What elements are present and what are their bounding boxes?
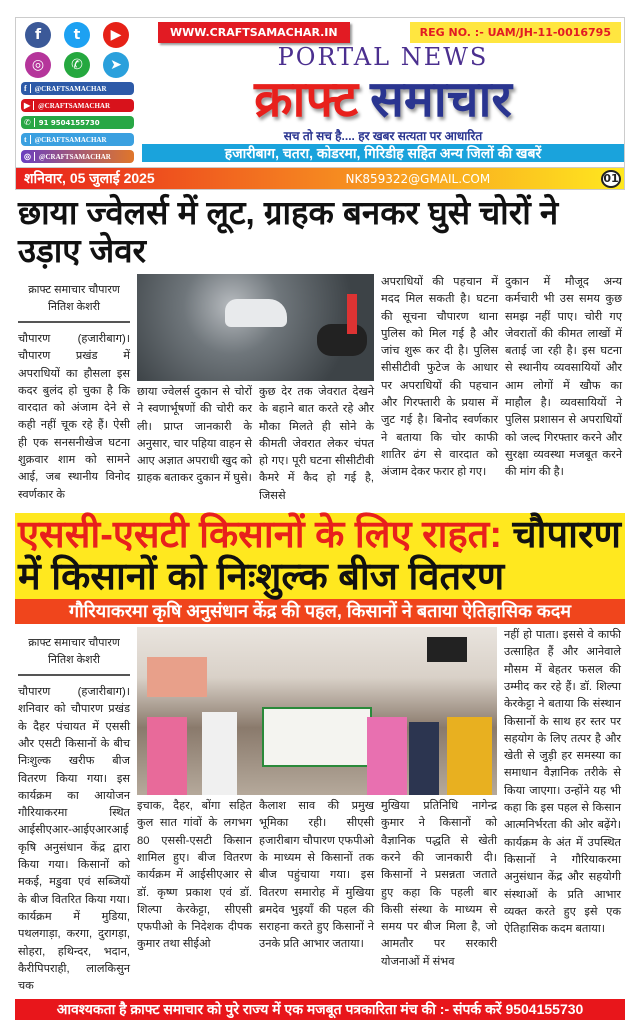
whatsapp-handle[interactable] bbox=[21, 116, 134, 129]
article1-byline bbox=[18, 274, 130, 323]
article2-col1: चौपारण (हजारीबाग)। शनिवार को चौपारण प्रखंड के दैहर पंचायत में एससी और एसटी किसानों के बीच निःशुल्क खरीफ बीज वितरण किया गया। इस कार्यक्रम का आयोजन गौरियाकरमा स्थित आईसीएआर-आईएआरआई कृषि अनुसंधान केंद्र द्वारा किया गया। किसानों को मकई, मडुवा एवं सब्जियों के बीज वितरित किया गया। कार्यक्रम में मुडिया, पथलगाड़ा, करगा, दुरागड़ा, सोहरा, हथिन्दर, भदान, कैरीपिपराही, लालकिसुन चक bbox=[18, 686, 130, 993]
person-shape bbox=[447, 717, 492, 795]
article2-headline-line2: में किसानों को निःशुल्क बीज वितरण bbox=[18, 556, 505, 599]
article1-col4: अपराधियों की पहचान में मदद मिल सकती है। घटना की सूचना चौपारण थाना पुलिस को मिल गई है और जांच शुरू कर दी है। पुलिस सीसीटीवी फुटेज के आधार पर अपराधियों की पहचान और गिरफ्तारी के प्रयास में जुट गई है। बिनोद स्वर्णकार ने बताया कि चोर काफी शातिर ढंग से वारदात को अंजाम देकर फरार हो गए। bbox=[381, 276, 498, 479]
article2-col4: मुखिया प्रतिनिधि नागेन्द्र कुमार ने किसानों को वैज्ञानिक पद्धति से खेती करने की जानकारी दी। किसानों ने प्रसन्नता जताते हुए कहा कि पहली बार किसी संस्था के माध्यम से समय पर बीज मिला है, जो आमतौर पर सरकारी योजनाओं में संभव bbox=[381, 800, 497, 968]
whatsapp-icon[interactable]: ✆ bbox=[64, 52, 90, 78]
car-shape bbox=[225, 299, 287, 327]
article1-col5: दुकान में मौजूद अन्य कर्मचारी भी उस समय कुछ समझ नहीं पाए। चोरी गए जेवरातों की कीमत लाखों में बताई जा रही है। इस घटना से स्थानीय व्यवसायियों और आम लोगों में खौफ का माहौल है। व्यवसायियों ने पुलिस प्रशासन से अपराधियों को जल्द गिरफ्तार करने और सुरक्षा व्यवस्था मजबूत करने की मांग की है। bbox=[505, 276, 622, 479]
article1-left bbox=[18, 274, 130, 505]
article2-col3: कैलाश साव की प्रमुख भूमिका रही। सीएसी हजारीबाग चौपारण एफपीओ के माध्यम से किसानों तक बीज पहुंचाया गया। इस वितरण समारोह में मुखिया ब्रमदेव भुइयाँ की पहल की सराहना करते हुए किसानों ने उनके प्रति आभार जताया। bbox=[259, 800, 374, 951]
page-number: 01 bbox=[601, 170, 621, 188]
article2-subhead: गौरियाकरमा कृषि अनुसंधान केंद्र की पहल, किसानों ने बताया ऐतिहासिक कदम bbox=[15, 599, 625, 624]
handle-text: @CRAFTSAMACHAR bbox=[34, 135, 107, 144]
regions-band: हजारीबाग, चतरा, कोडरमा, गिरिडीह सहित अन्य जिलों की खबरें bbox=[142, 144, 624, 162]
byline-source: क्राफ्ट समाचार चौपारण bbox=[28, 284, 120, 296]
email-address[interactable]: NK859322@GMAIL.COM bbox=[345, 171, 491, 186]
registration-number: REG NO. :- UAM/JH-11-0016795 bbox=[410, 22, 621, 43]
article2-col5: नहीं हो पाता। इससे वे काफी उत्साहित हैं और आनेवाले मौसम में बेहतर फसल की उम्मीद कर रहे हैं। डॉ. शिल्पा केरकेट्टा ने बताया कि संस्थान किसानों के साथ हर स्तर पर सहयोग के लिए तत्पर है और खेती से जुड़ी हर समस्या का समाधान वैज्ञानिक तरीके से किया जाएगा। उन्होंने यह भी कहा कि इस पहल से किसान आत्मनिर्भरता की ओर बढ़ेंगे। कार्यक्रम के अंत में उपस्थित किसानों ने गौरियाकरमा अनुसंधान केंद्र और सहयोगी संस्थाओं के प्रति आभार व्यक्त करते हुए इसे एक ऐतिहासिक कदम बताया। bbox=[504, 629, 621, 936]
tagline: सच तो सच है.... हर खबर सत्यता पर आधारित bbox=[283, 129, 483, 143]
telegram-icon[interactable]: ➤ bbox=[103, 52, 129, 78]
date-bar bbox=[15, 168, 625, 190]
person-shape bbox=[147, 717, 187, 795]
person-shape bbox=[409, 722, 439, 795]
facebook-icon: f bbox=[24, 84, 31, 93]
tv-shape bbox=[427, 637, 467, 662]
twitter-icon[interactable]: t bbox=[64, 22, 90, 48]
facebook-icon[interactable]: f bbox=[25, 22, 51, 48]
article1-col3: कुछ देर तक जेवरात देखने के बहाने बात करते रहे और मौका मिलते ही सोने के कीमती जेवरात लेकर चंपत हो गए। पूरी घटना सीसीटीवी कैमरे में कैद हो गई है, जिससे bbox=[259, 386, 374, 502]
brand-name bbox=[142, 71, 624, 127]
article2-left bbox=[18, 627, 130, 995]
facebook-handle[interactable] bbox=[21, 82, 134, 95]
person-shape bbox=[202, 712, 237, 795]
youtube-icon: ▶ bbox=[24, 101, 34, 110]
social-column bbox=[16, 18, 142, 167]
headline-black-part: चौपारण bbox=[512, 514, 621, 557]
curtain-shape bbox=[147, 657, 207, 697]
footer-banner: आवश्यकता है क्राफ्ट समाचार को पुरे राज्य में एक मजबूत पत्रकारिता मंच की :- संपर्क करें 9504155730 bbox=[15, 999, 625, 1020]
twitter-icon: t bbox=[24, 135, 31, 144]
website-link[interactable]: WWW.CRAFTSAMACHAR.IN bbox=[158, 22, 350, 43]
byline-author: नितिश केशरी bbox=[48, 654, 100, 667]
twitter-handle[interactable] bbox=[21, 133, 134, 146]
instagram-icon: ◎ bbox=[24, 152, 35, 161]
instagram-handle[interactable] bbox=[21, 150, 134, 163]
banner-shape bbox=[262, 707, 372, 767]
person-shape bbox=[367, 717, 407, 795]
handle-text: @CRAFTSAMACHAR bbox=[38, 101, 110, 110]
whatsapp-icon: ✆ bbox=[24, 118, 35, 127]
byline-author: नितिश केशरी bbox=[48, 301, 100, 313]
article2-byline bbox=[18, 627, 130, 676]
cctv-photo bbox=[137, 274, 374, 381]
byline-source: क्राफ्ट समाचार चौपारण bbox=[28, 637, 120, 650]
article2 bbox=[18, 627, 625, 995]
masthead-main bbox=[142, 18, 624, 167]
flag-shape bbox=[347, 294, 357, 334]
article1 bbox=[18, 274, 625, 505]
headline-red-part: एससी-एसटी किसानों के लिए राहत: bbox=[18, 514, 502, 557]
article1-headline: छाया ज्वेलर्स में लूट, ग्राहक बनकर घुसे चोरों ने उड़ाए जेवर bbox=[18, 194, 559, 269]
issue-date: शनिवार, 05 जुलाई 2025 bbox=[24, 170, 155, 186]
article2-headline-line1 bbox=[18, 514, 622, 556]
brand-name-blue: समाचार bbox=[370, 71, 512, 127]
headline-band bbox=[15, 513, 625, 599]
brand-name-red: क्राफ्ट bbox=[254, 71, 359, 127]
handle-text: @CRAFTSAMACHAR bbox=[34, 84, 107, 93]
handle-text: 91 9504155730 bbox=[38, 118, 100, 127]
instagram-icon[interactable]: ◎ bbox=[25, 52, 51, 78]
handle-text: @CRAFTSAMACHAR bbox=[38, 152, 111, 161]
portal-news-label: PORTAL NEWS bbox=[277, 43, 489, 71]
youtube-icon[interactable]: ▶ bbox=[103, 22, 129, 48]
seed-distribution-photo bbox=[137, 627, 497, 795]
masthead bbox=[15, 17, 625, 168]
youtube-handle[interactable] bbox=[21, 99, 134, 112]
article1-col1: चौपारण (हजारीबाग)। चौपारण प्रखंड में अपराधियों का हौसला इस कदर बुलंद हो चुका है कि वारदात को अंजाम देने से कही नहीं चूक रहे हैं। ऐसी ही एक सनसनीखेज घटना शुक्रवार शाम को सामने आई, जब स्थानीय विनोद स्वर्णकार के bbox=[18, 333, 130, 501]
article1-col2: छाया ज्वेलर्स दुकान से चोरों ने स्वणार्भूषणों की चोरी कर ली। प्राप्त जानकारी के अनुसार, चार पहिया वाहन से आए अज्ञात अपराधी खुद को ग्राहक बताकर दुकान में घुसे। bbox=[137, 386, 252, 485]
article2-col2: इचाक, दैहर, बोंगा सहित कुल सात गांवों के लगभग 80 एससी-एसटी किसान शामिल हुए। बीज वितरण कार्यक्रम में आईसीएआर से डॉ. कृष्ण प्रकाश एवं डॉ. शिल्पा केरकेट्टा, सीएसी एफपीओ के निदेशक दीपक कुमार तथा सीईओ bbox=[137, 800, 252, 951]
motorcycle-shape bbox=[317, 324, 367, 356]
